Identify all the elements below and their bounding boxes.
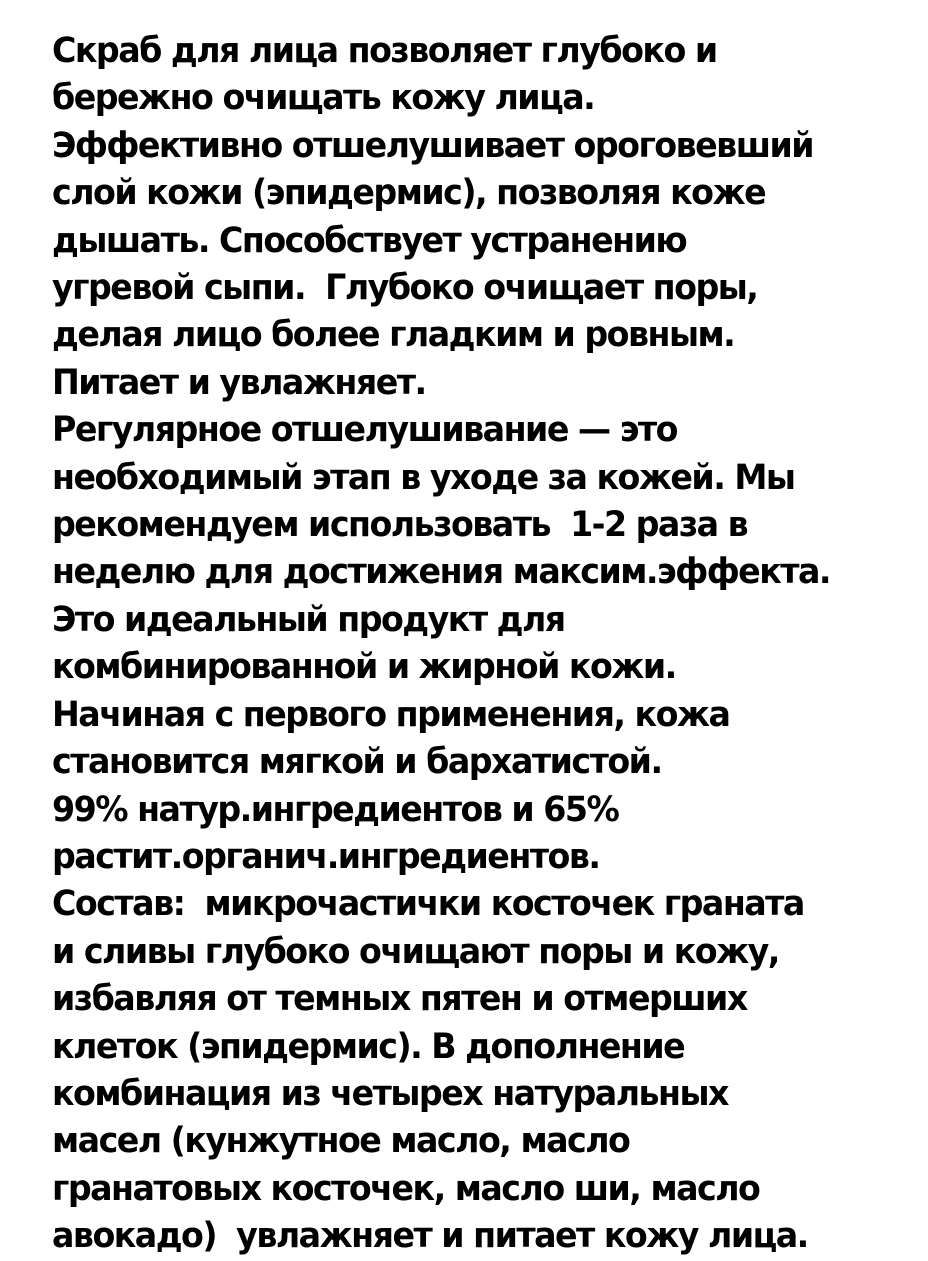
description-line: Состав: микрочастички косточек граната: [52, 884, 804, 925]
description-line: дышать. Способствует устранению: [52, 220, 687, 261]
description-line: комбинация из четырех натуральных: [52, 1073, 728, 1114]
description-line: и сливы глубоко очищают поры и кожу,: [52, 931, 779, 972]
description-line: растит.органич.ингредиентов.: [52, 836, 600, 877]
description-line: клеток (эпидермис). В дополнение: [52, 1026, 685, 1067]
description-line: гранатовых косточек, масло ши, масло: [52, 1168, 760, 1209]
description-line: угревой сыпи. Глубоко очищает поры,: [52, 268, 758, 309]
description-line: масел (кунжутное масло, масло: [52, 1121, 630, 1162]
product-description: [52, 28, 922, 1261]
description-line: слой кожи (эпидермис), позволяя коже: [52, 173, 766, 214]
description-line: становится мягкой и бархатистой.: [52, 742, 662, 783]
description-line: неделю для достижения максим.эффекта.: [52, 552, 831, 593]
description-line: рекомендуем использовать 1-2 раза в: [52, 505, 748, 546]
description-line: бережно очищать кожу лица.: [52, 78, 595, 119]
description-line: Эффективно отшелушивает ороговевший: [52, 125, 814, 166]
description-line: Регулярное отшелушивание — это: [52, 410, 677, 451]
description-line: Питает и увлажняет.: [52, 362, 426, 403]
description-line: избавляя от темных пятен и отмерших: [52, 979, 747, 1020]
description-line: комбинированной и жирной кожи.: [52, 647, 676, 688]
description-line: необходимый этап в уходе за кожей. Мы: [52, 457, 795, 498]
description-line: Начиная с первого применения, кожа: [52, 694, 730, 735]
description-line: авокадо) увлажняет и питает кожу лица.: [52, 1216, 808, 1257]
description-line: делая лицо более гладким и ровным.: [52, 315, 735, 356]
description-line: Скраб для лица позволяет глубоко и: [52, 31, 717, 71]
description-line: Это идеальный продукт для: [52, 599, 565, 640]
description-line: 99% натур.ингредиентов и 65%: [52, 789, 619, 830]
